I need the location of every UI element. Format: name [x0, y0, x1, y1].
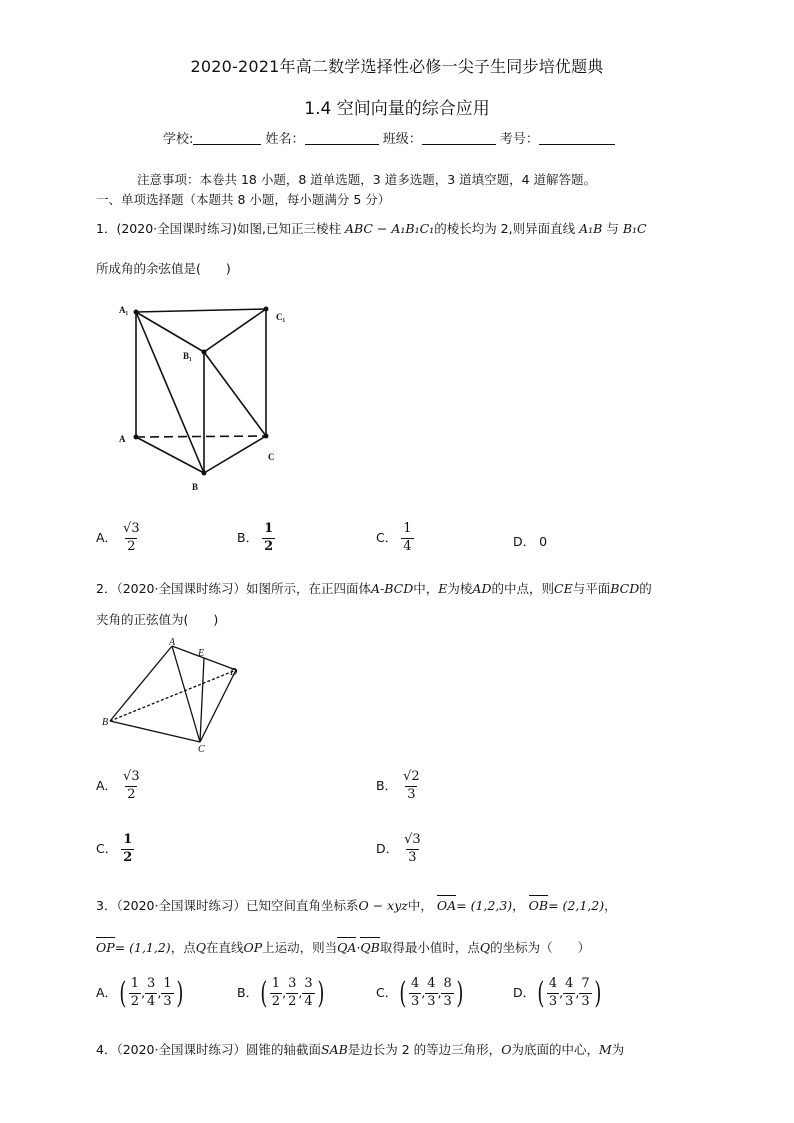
q2-option-a [96, 770, 142, 803]
denominator: 3 [581, 994, 590, 1009]
label-B1: B₁ [183, 351, 192, 361]
label-A: A [119, 434, 126, 444]
denominator: 3 [565, 994, 574, 1009]
dot-operator: · [356, 940, 361, 955]
numerator: 1 [264, 521, 274, 536]
q3-option-b: B．( $\frac{1}{2}$ , $\frac{3}{2}$ , $\frac{3}{4}$ ) [237, 976, 324, 1011]
class-blank [422, 131, 496, 145]
numerator: √2 [403, 769, 420, 784]
q2-mid1: 中， [413, 581, 439, 596]
denominator: 2 [123, 849, 133, 865]
question-1-line-2: 所成角的余弦值是( ) [96, 261, 231, 276]
q4-prefix: 4．（2020·全国课时练习）圆锥的轴截面 [96, 1042, 321, 1057]
label-C: C [268, 452, 275, 462]
q4-math-sab: SAB [321, 1042, 348, 1057]
q3-math-coord: O − xyz [358, 898, 408, 913]
option-letter: B． [237, 529, 259, 545]
q2-mid4: 与平面 [572, 581, 611, 596]
denominator: 4 [147, 994, 156, 1009]
option-letter: A． [96, 529, 118, 545]
label-B: B [192, 482, 199, 492]
q2-prefix: 2．（2020·全国课时练习）如图所示，在正四面体 [96, 581, 371, 596]
denominator: 2 [264, 538, 274, 554]
q4-mid2: 为底面的中心， [511, 1042, 599, 1057]
vector-op: OP [96, 940, 115, 955]
school-label: 学校: [163, 132, 194, 147]
comma: ， [512, 898, 525, 913]
fraction [161, 977, 173, 1010]
question-1-line-1 [96, 219, 647, 237]
q2-end: 的 [639, 581, 652, 596]
label-A: A [169, 637, 176, 648]
numerator: 1 [271, 976, 281, 992]
fraction [270, 977, 282, 1010]
section-heading: 一、单项选择题（本题共 8 小题，每小题满分 5 分） [96, 192, 391, 207]
label-E: E [198, 648, 205, 659]
numerator: 3 [288, 976, 297, 992]
q2-math-e: E [438, 581, 448, 596]
q3-mid1: 中， [407, 898, 433, 913]
fraction [401, 522, 413, 555]
option-letter: C． [96, 840, 118, 856]
denominator: 3 [163, 994, 172, 1009]
q3-mid2: ，点 [170, 940, 196, 955]
lesson-title: 1.4 空间向量的综合应用 [304, 99, 490, 119]
q2-option-d [376, 833, 423, 866]
q3-point-q: Q [195, 940, 206, 955]
q1-option-d [513, 532, 547, 550]
fraction [302, 977, 314, 1010]
denominator: 3 [548, 994, 558, 1009]
numerator: 4 [427, 976, 436, 992]
q1-and: 与 [606, 221, 619, 236]
q1-option-c [376, 522, 414, 555]
exam-number-label: 考号： [499, 132, 539, 147]
q4-end: 为 [611, 1042, 625, 1057]
vector-qb: QB [360, 940, 380, 955]
q3-mid5: 取得最小值时，点 [379, 940, 480, 955]
numerator: √3 [404, 832, 421, 847]
question-2-line-1 [96, 579, 652, 597]
q2-math-ce: CE [554, 581, 573, 596]
denominator: 2 [271, 994, 281, 1009]
fraction [401, 770, 422, 803]
q1-mid: 的棱长均为 2,则异面直线 [434, 221, 576, 236]
name-blank [305, 131, 379, 145]
q3-prefix: 3．（2020·全国课时练习）已知空间直角坐标系 [96, 898, 359, 913]
numerator: 1 [163, 976, 172, 992]
fraction [402, 833, 423, 866]
q2-math-bcd: BCD [610, 581, 640, 596]
q2-option-b [376, 770, 422, 803]
q1-math-a1b: A₁B [579, 221, 603, 236]
option-letter: C． [376, 529, 398, 545]
fraction [441, 977, 453, 1010]
q3-mid3: 在直线 [205, 940, 244, 955]
question-3-line-1 [96, 896, 617, 914]
q3-option-a: A．( $\frac{1}{2}$ , $\frac{3}{4}$ , $\frac{1}{3}$ ) [96, 976, 183, 1011]
q2-option-c [96, 833, 134, 866]
q1-option-b [237, 522, 275, 555]
numerator: 4 [548, 976, 558, 992]
question-4-line-1 [96, 1040, 624, 1058]
fraction [563, 977, 575, 1010]
option-letter: D． [513, 985, 536, 1000]
fraction [121, 770, 142, 803]
numerator: 3 [304, 976, 313, 992]
q3-option-c: C．( $\frac{4}{3}$ , $\frac{4}{3}$ , $\frac{8}{3}$ ) [376, 976, 464, 1011]
school-blank [193, 131, 261, 145]
series-title: 2020-2021年高二数学选择性必修一尖子生同步培优题典 [190, 57, 604, 76]
fraction [425, 977, 437, 1010]
option-value: 0 [539, 534, 548, 549]
fraction [262, 522, 275, 555]
q2-mid3: 的中点，则 [491, 581, 554, 596]
option-letter: D． [376, 840, 399, 856]
option-letter: B． [376, 777, 398, 793]
fraction [145, 977, 157, 1010]
option-letter: C． [376, 985, 398, 1000]
fraction [409, 977, 421, 1010]
q3-point-q2: Q [479, 940, 491, 955]
numerator: √3 [123, 521, 140, 536]
q1-math-b1c: B₁C [622, 221, 647, 236]
numerator: 1 [123, 832, 133, 847]
denominator: 2 [130, 994, 140, 1009]
numerator: 1 [403, 521, 412, 536]
vector-ob: OB [528, 898, 549, 913]
oa-value: = (1,2,3) [456, 898, 513, 913]
denominator: 4 [403, 538, 412, 554]
fraction [121, 522, 142, 555]
numerator: √3 [123, 769, 140, 784]
q3-end: 的坐标为（ ） [490, 940, 591, 955]
numerator: 7 [581, 976, 590, 992]
q1-prefix: 1．(2020·全国课时练习)如图,已知正三棱柱 [96, 221, 341, 236]
denominator: 2 [127, 786, 136, 802]
q2-mid2: 为棱 [447, 581, 473, 596]
label-B: B [102, 717, 109, 728]
comma: ， [604, 898, 617, 913]
denominator: 3 [427, 994, 436, 1009]
question-3-line-2 [96, 938, 590, 956]
denominator: 2 [288, 994, 297, 1009]
ob-value: = (2,1,2) [548, 898, 605, 913]
label-C: C [198, 744, 205, 754]
exam-number-blank [539, 131, 615, 145]
numerator: 4 [565, 976, 574, 992]
label-A1: A₁ [119, 305, 129, 315]
vector-oa: OA [436, 898, 457, 913]
denominator: 3 [407, 786, 416, 802]
notice: 注意事项：本卷共 18 小题，8 道单选题，3 道多选题，3 道填空题，4 道解答题。 [137, 172, 597, 187]
q3-option-d: D．( $\frac{4}{3}$ , $\frac{4}{3}$ , $\frac{7}{3}$ ) [513, 976, 602, 1011]
denominator: 4 [304, 994, 313, 1009]
fraction [579, 977, 591, 1010]
option-letter: A． [96, 985, 118, 1000]
q1-option-a [96, 522, 142, 555]
class-label: 班级： [382, 132, 422, 147]
numerator: 8 [443, 976, 452, 992]
fraction [286, 977, 298, 1010]
q2-math-tetra: A-BCD [371, 581, 414, 596]
option-letter: A． [96, 777, 118, 793]
fraction [129, 977, 141, 1010]
fraction [121, 833, 134, 866]
question-2-line-2: 夹角的正弦值为( ) [96, 612, 219, 627]
q4-math-o: O [501, 1042, 512, 1057]
numerator: 1 [130, 976, 140, 992]
q4-math-m: M [598, 1042, 612, 1057]
numerator: 3 [147, 976, 156, 992]
fraction [547, 977, 559, 1010]
q2-math-ad: AD [472, 581, 492, 596]
label-D: D [230, 667, 238, 678]
op-value: = (1,1,2) [114, 940, 171, 955]
info-line [163, 128, 615, 147]
q1-math-prism: ABC − A₁B₁C₁ [344, 221, 435, 236]
q3-line-op: OP [243, 940, 263, 955]
numerator: 4 [410, 976, 420, 992]
label-C1: C₁ [276, 312, 286, 322]
option-letter: B． [237, 985, 259, 1000]
denominator: 2 [127, 538, 136, 554]
name-label: 姓名： [265, 132, 305, 147]
vector-qa: QA [337, 940, 357, 955]
q4-mid1: 是边长为 2 的等边三角形， [347, 1042, 502, 1057]
q3-mid4: 上运动，则当 [262, 940, 338, 955]
q2-tetrahedron-figure [98, 636, 248, 754]
option-letter: D． [513, 534, 536, 549]
denominator: 3 [443, 994, 452, 1009]
denominator: 3 [410, 994, 420, 1009]
q1-prism-figure [110, 298, 300, 494]
denominator: 3 [408, 849, 417, 865]
